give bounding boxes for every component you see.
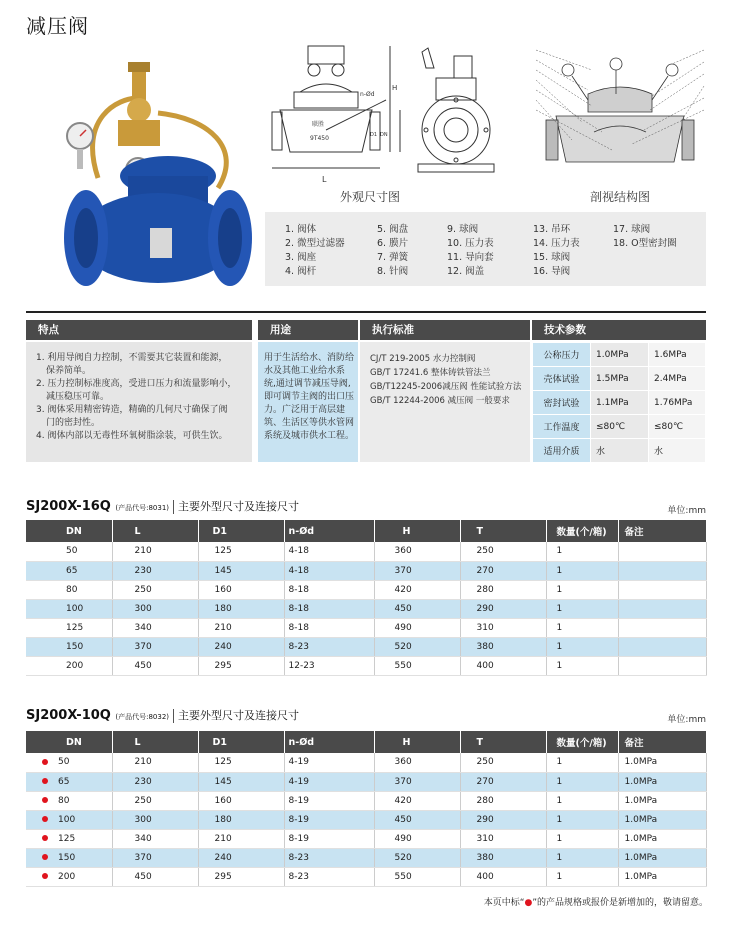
parts-list <box>265 212 706 286</box>
table-row <box>26 829 706 848</box>
table-cell: 250 <box>112 580 198 599</box>
tech-value-10: ≤80℃ <box>591 415 649 439</box>
tech-params-table <box>532 342 706 463</box>
column-header: n-Ød <box>284 520 374 542</box>
table-cell: 8-18 <box>284 580 374 599</box>
table-cell: 145 <box>198 561 284 580</box>
table-cell <box>618 599 706 618</box>
table-cell: 520 <box>374 637 460 656</box>
table1-code: (产品代号:8031) <box>115 504 170 512</box>
table-cell: 450 <box>112 656 198 675</box>
tech-label: 适用介质 <box>533 439 591 463</box>
table-cell: 4-18 <box>284 561 374 580</box>
body-mark: 联胜 <box>312 121 325 128</box>
section-structure-drawing <box>532 40 708 188</box>
title-separator <box>173 500 174 514</box>
usage-text: 用于生活给水、消防给水及其他工业给水系统,通过调节减压导阀,即可调节主阀的出口压力。广泛用于高层建筑、生活区等供水管网系统及城市供水工程。 <box>258 342 358 462</box>
column-header: D1 <box>198 731 284 753</box>
dim-label-d1: D1 <box>370 132 378 138</box>
spec-divider <box>26 311 706 313</box>
table-row <box>26 580 706 599</box>
features-body <box>26 342 252 462</box>
footnote-after: ”的产品规格或报价是新增加的，敬请留意。 <box>532 898 708 908</box>
table-cell: 1 <box>546 772 618 791</box>
column-header: DN <box>26 520 112 542</box>
table-cell: 450 <box>374 810 460 829</box>
feature-line: 门的密封性。 <box>46 418 101 428</box>
table-cell: 125 <box>198 753 284 772</box>
table-cell: 340 <box>112 829 198 848</box>
table-header-row <box>26 731 706 753</box>
standards-body <box>360 342 530 462</box>
features-header: 特点 <box>26 320 252 340</box>
table1-unit: 单位:mm <box>667 506 706 516</box>
table2-subtitle: 主要外型尺寸及连接尺寸 <box>178 709 300 722</box>
tech-value-16: 2.4MPa <box>649 367 706 391</box>
body-model: 9T450 <box>310 135 329 142</box>
table-cell: 250 <box>112 791 198 810</box>
part-2: 2. 微型过滤器 <box>285 238 345 249</box>
part-1: 1. 阀体 <box>285 224 317 235</box>
table-header-row <box>26 520 706 542</box>
column-header: T <box>460 520 546 542</box>
table-cell: 210 <box>112 753 198 772</box>
table-cell: 1.0MPa <box>618 829 706 848</box>
table-cell: 1.0MPa <box>618 753 706 772</box>
new-item-dot-icon <box>42 854 48 860</box>
table-cell: 1 <box>546 637 618 656</box>
table-cell: 1.0MPa <box>618 810 706 829</box>
new-item-dot-icon <box>42 797 48 803</box>
column-header: L <box>112 520 198 542</box>
tech-row <box>533 439 706 463</box>
title-separator <box>173 709 174 723</box>
table-cell: 380 <box>460 637 546 656</box>
column-header: n-Ød <box>284 731 374 753</box>
tech-value-16: 1.6MPa <box>649 343 706 367</box>
table-cell <box>26 867 112 886</box>
table-row <box>26 810 706 829</box>
table-cell: 1 <box>546 561 618 580</box>
table-cell: 1 <box>546 618 618 637</box>
feature-line: 保养简单。 <box>46 366 92 376</box>
table-cell: 250 <box>460 542 546 561</box>
table-row <box>26 561 706 580</box>
column-header: H <box>374 731 460 753</box>
column-header: 数量(个/箱) <box>546 731 618 753</box>
table-row <box>26 772 706 791</box>
table-cell: 490 <box>374 618 460 637</box>
cell-text: 150 <box>58 852 76 863</box>
footnote <box>484 895 708 908</box>
table-cell: 295 <box>198 656 284 675</box>
table-cell: 280 <box>460 580 546 599</box>
column-header: T <box>460 731 546 753</box>
column-header: 备注 <box>618 520 706 542</box>
tech-row <box>533 415 706 439</box>
table-row <box>26 618 706 637</box>
dim-label-dn: DN <box>380 132 388 138</box>
table-cell: 400 <box>460 867 546 886</box>
new-item-dot-icon <box>42 778 48 784</box>
table2-code: (产品代号:8032) <box>115 713 170 721</box>
table-cell: 1.0MPa <box>618 867 706 886</box>
table-cell: 270 <box>460 561 546 580</box>
part-13: 13. 吊环 <box>533 224 571 235</box>
table-cell: 1 <box>546 810 618 829</box>
table-cell: 450 <box>374 599 460 618</box>
table-cell: 370 <box>374 772 460 791</box>
table-cell <box>26 848 112 867</box>
part-7: 7. 弹簧 <box>377 252 409 263</box>
cell-text: 125 <box>58 833 76 844</box>
table-cell: 360 <box>374 753 460 772</box>
new-mark-icon: ● <box>524 898 533 908</box>
table-cell: 230 <box>112 561 198 580</box>
exterior-dimension-drawing <box>266 40 406 185</box>
table-cell: 240 <box>198 848 284 867</box>
table-cell: 210 <box>112 542 198 561</box>
feature-line: 减压稳压可靠。 <box>46 392 110 402</box>
part-5: 5. 阀盘 <box>377 224 409 235</box>
table-cell: 150 <box>26 637 112 656</box>
table-cell: 1.0MPa <box>618 791 706 810</box>
part-12: 12. 阀盖 <box>447 266 485 277</box>
part-9: 9. 球阀 <box>447 224 479 235</box>
table-cell <box>618 580 706 599</box>
table-cell: 210 <box>198 829 284 848</box>
table-cell: 125 <box>198 542 284 561</box>
table1-model: SJ200X-16Q <box>26 499 111 514</box>
new-item-dot-icon <box>42 835 48 841</box>
footnote-before: 本页中标“ <box>483 898 525 908</box>
table-cell: 145 <box>198 772 284 791</box>
table-cell: 420 <box>374 580 460 599</box>
tech-row <box>533 391 706 415</box>
page-title: 减压阀 <box>26 14 89 38</box>
table-cell <box>618 561 706 580</box>
table-cell: 80 <box>26 580 112 599</box>
table-cell: 1.0MPa <box>618 772 706 791</box>
table-row <box>26 656 706 675</box>
standard-line: GB/T 17241.6 整体铸铁管法兰 <box>370 368 491 378</box>
tech-value-16: 水 <box>649 439 706 463</box>
table-cell <box>26 772 112 791</box>
table-cell: 100 <box>26 599 112 618</box>
column-header: 备注 <box>618 731 706 753</box>
cell-text: 100 <box>58 814 76 825</box>
table-cell <box>26 810 112 829</box>
part-18: 18. O型密封圈 <box>613 238 677 249</box>
table-cell: 200 <box>26 656 112 675</box>
usage-header: 用途 <box>258 320 358 340</box>
table-cell: 180 <box>198 810 284 829</box>
new-item-dot-icon <box>42 816 48 822</box>
table-cell: 380 <box>460 848 546 867</box>
table-cell: 8-23 <box>284 867 374 886</box>
tech-label: 工作温度 <box>533 415 591 439</box>
tech-value-10: 水 <box>591 439 649 463</box>
table-cell: 1 <box>546 829 618 848</box>
tech-value-10: 1.0MPa <box>591 343 649 367</box>
part-8: 8. 针阀 <box>377 266 409 277</box>
table-cell: 1 <box>546 753 618 772</box>
table-cell: 290 <box>460 810 546 829</box>
table-cell: 370 <box>112 637 198 656</box>
caption-section: 剖视结构图 <box>589 190 650 204</box>
part-6: 6. 膜片 <box>377 238 409 249</box>
part-15: 15. 球阀 <box>533 252 571 263</box>
table1-subtitle: 主要外型尺寸及连接尺寸 <box>178 500 300 513</box>
table-cell: 370 <box>112 848 198 867</box>
table1-title <box>26 498 299 514</box>
table-cell: 8-19 <box>284 829 374 848</box>
table-row <box>26 791 706 810</box>
table-cell: 300 <box>112 810 198 829</box>
valve-product-photo <box>58 58 254 298</box>
table-cell: 8-23 <box>284 848 374 867</box>
table-cell: 8-18 <box>284 618 374 637</box>
table-cell: 1 <box>546 580 618 599</box>
table-cell <box>618 618 706 637</box>
table-cell: 400 <box>460 656 546 675</box>
part-17: 17. 球阀 <box>613 224 651 235</box>
table-cell: 125 <box>26 618 112 637</box>
side-view-drawing <box>414 44 496 176</box>
table2-model: SJ200X-10Q <box>26 708 111 723</box>
feature-line: 4. 阀体内部以无毒性环氧树脂涂装，可供生饮。 <box>36 431 228 441</box>
table-cell: 160 <box>198 580 284 599</box>
table-cell: 50 <box>26 542 112 561</box>
cell-text: 80 <box>58 795 70 806</box>
table-row <box>26 542 706 561</box>
table-cell: 240 <box>198 637 284 656</box>
table-cell: 4-19 <box>284 753 374 772</box>
table-cell: 230 <box>112 772 198 791</box>
table-cell: 1 <box>546 599 618 618</box>
table-cell: 550 <box>374 656 460 675</box>
cell-text: 200 <box>58 871 76 882</box>
table-cell: 8-18 <box>284 599 374 618</box>
table-row <box>26 848 706 867</box>
cell-text: 65 <box>58 776 70 787</box>
column-header: 数量(个/箱) <box>546 520 618 542</box>
table-cell: 65 <box>26 561 112 580</box>
table-row <box>26 599 706 618</box>
standard-line: GB/T12245-2006减压阀 性能试验方法 <box>370 382 522 392</box>
tech-label: 公称压力 <box>533 343 591 367</box>
table-cell: 12-23 <box>284 656 374 675</box>
table-cell <box>618 656 706 675</box>
tech-value-16: 1.76MPa <box>649 391 706 415</box>
feature-line: 1. 利用导阀自力控制，不需要其它装置和能源， <box>36 353 228 363</box>
new-item-dot-icon <box>42 873 48 879</box>
tech-value-10: 1.5MPa <box>591 367 649 391</box>
tech-value-16: ≤80℃ <box>649 415 706 439</box>
table-cell: 1.0MPa <box>618 848 706 867</box>
part-14: 14. 压力表 <box>533 238 580 249</box>
table-cell <box>618 637 706 656</box>
dim-label-l: L <box>322 175 327 184</box>
table-row <box>26 867 706 886</box>
table-cell: 370 <box>374 561 460 580</box>
table-cell: 250 <box>460 753 546 772</box>
table-cell: 8-19 <box>284 791 374 810</box>
table2-title <box>26 707 299 723</box>
table-cell: 280 <box>460 791 546 810</box>
table-row <box>26 753 706 772</box>
table-cell: 550 <box>374 867 460 886</box>
dim-label-nd: n-Ød <box>360 91 375 98</box>
standard-line: CJ/T 219-2005 水力控制阀 <box>370 354 476 364</box>
tech-label: 壳体试验 <box>533 367 591 391</box>
table-row <box>26 637 706 656</box>
tech-row <box>533 367 706 391</box>
table-cell: 420 <box>374 791 460 810</box>
column-header: H <box>374 520 460 542</box>
part-11: 11. 导向套 <box>447 252 494 263</box>
table-cell: 8-23 <box>284 637 374 656</box>
tech-params-header: 技术参数 <box>532 320 706 340</box>
table-cell: 1 <box>546 848 618 867</box>
column-header: D1 <box>198 520 284 542</box>
table-cell: 1 <box>546 867 618 886</box>
dim-label-h: H <box>392 84 398 92</box>
feature-line: 3. 阀体采用精密铸造，精确的几何尺寸确保了阀 <box>36 405 228 415</box>
feature-line: 2. 压力控制标准度高，受进口压力和流量影响小， <box>36 379 237 389</box>
standard-line: GB/T 12244-2006 减压阀 一般要求 <box>370 396 510 406</box>
table-cell: 360 <box>374 542 460 561</box>
part-3: 3. 阀座 <box>285 252 317 263</box>
cell-text: 50 <box>58 757 70 768</box>
part-4: 4. 阀杆 <box>285 266 317 277</box>
table-cell: 290 <box>460 599 546 618</box>
table2-unit: 单位:mm <box>667 715 706 725</box>
table-cell: 1 <box>546 542 618 561</box>
table-cell: 310 <box>460 829 546 848</box>
table-cell <box>26 753 112 772</box>
tech-value-10: 1.1MPa <box>591 391 649 415</box>
table-cell <box>26 829 112 848</box>
table-cell: 490 <box>374 829 460 848</box>
table-cell: 270 <box>460 772 546 791</box>
table-cell <box>26 791 112 810</box>
table-cell <box>618 542 706 561</box>
new-item-dot-icon <box>42 759 48 765</box>
table-cell: 300 <box>112 599 198 618</box>
dimension-table-16q <box>26 520 707 676</box>
table-cell: 8-19 <box>284 810 374 829</box>
part-10: 10. 压力表 <box>447 238 494 249</box>
standards-header: 执行标准 <box>360 320 530 340</box>
column-header: DN <box>26 731 112 753</box>
table-cell: 210 <box>198 618 284 637</box>
caption-exterior: 外观尺寸图 <box>339 190 400 204</box>
tech-row <box>533 343 706 367</box>
table-cell: 1 <box>546 656 618 675</box>
column-header: L <box>112 731 198 753</box>
tech-label: 密封试验 <box>533 391 591 415</box>
part-16: 16. 导阀 <box>533 266 571 277</box>
table-cell: 4-19 <box>284 772 374 791</box>
table-cell: 4-18 <box>284 542 374 561</box>
table-cell: 450 <box>112 867 198 886</box>
table-cell: 180 <box>198 599 284 618</box>
table-cell: 520 <box>374 848 460 867</box>
table-cell: 1 <box>546 791 618 810</box>
table-cell: 340 <box>112 618 198 637</box>
table-cell: 160 <box>198 791 284 810</box>
table-cell: 310 <box>460 618 546 637</box>
table-cell: 295 <box>198 867 284 886</box>
dimension-table-10q <box>26 731 707 887</box>
